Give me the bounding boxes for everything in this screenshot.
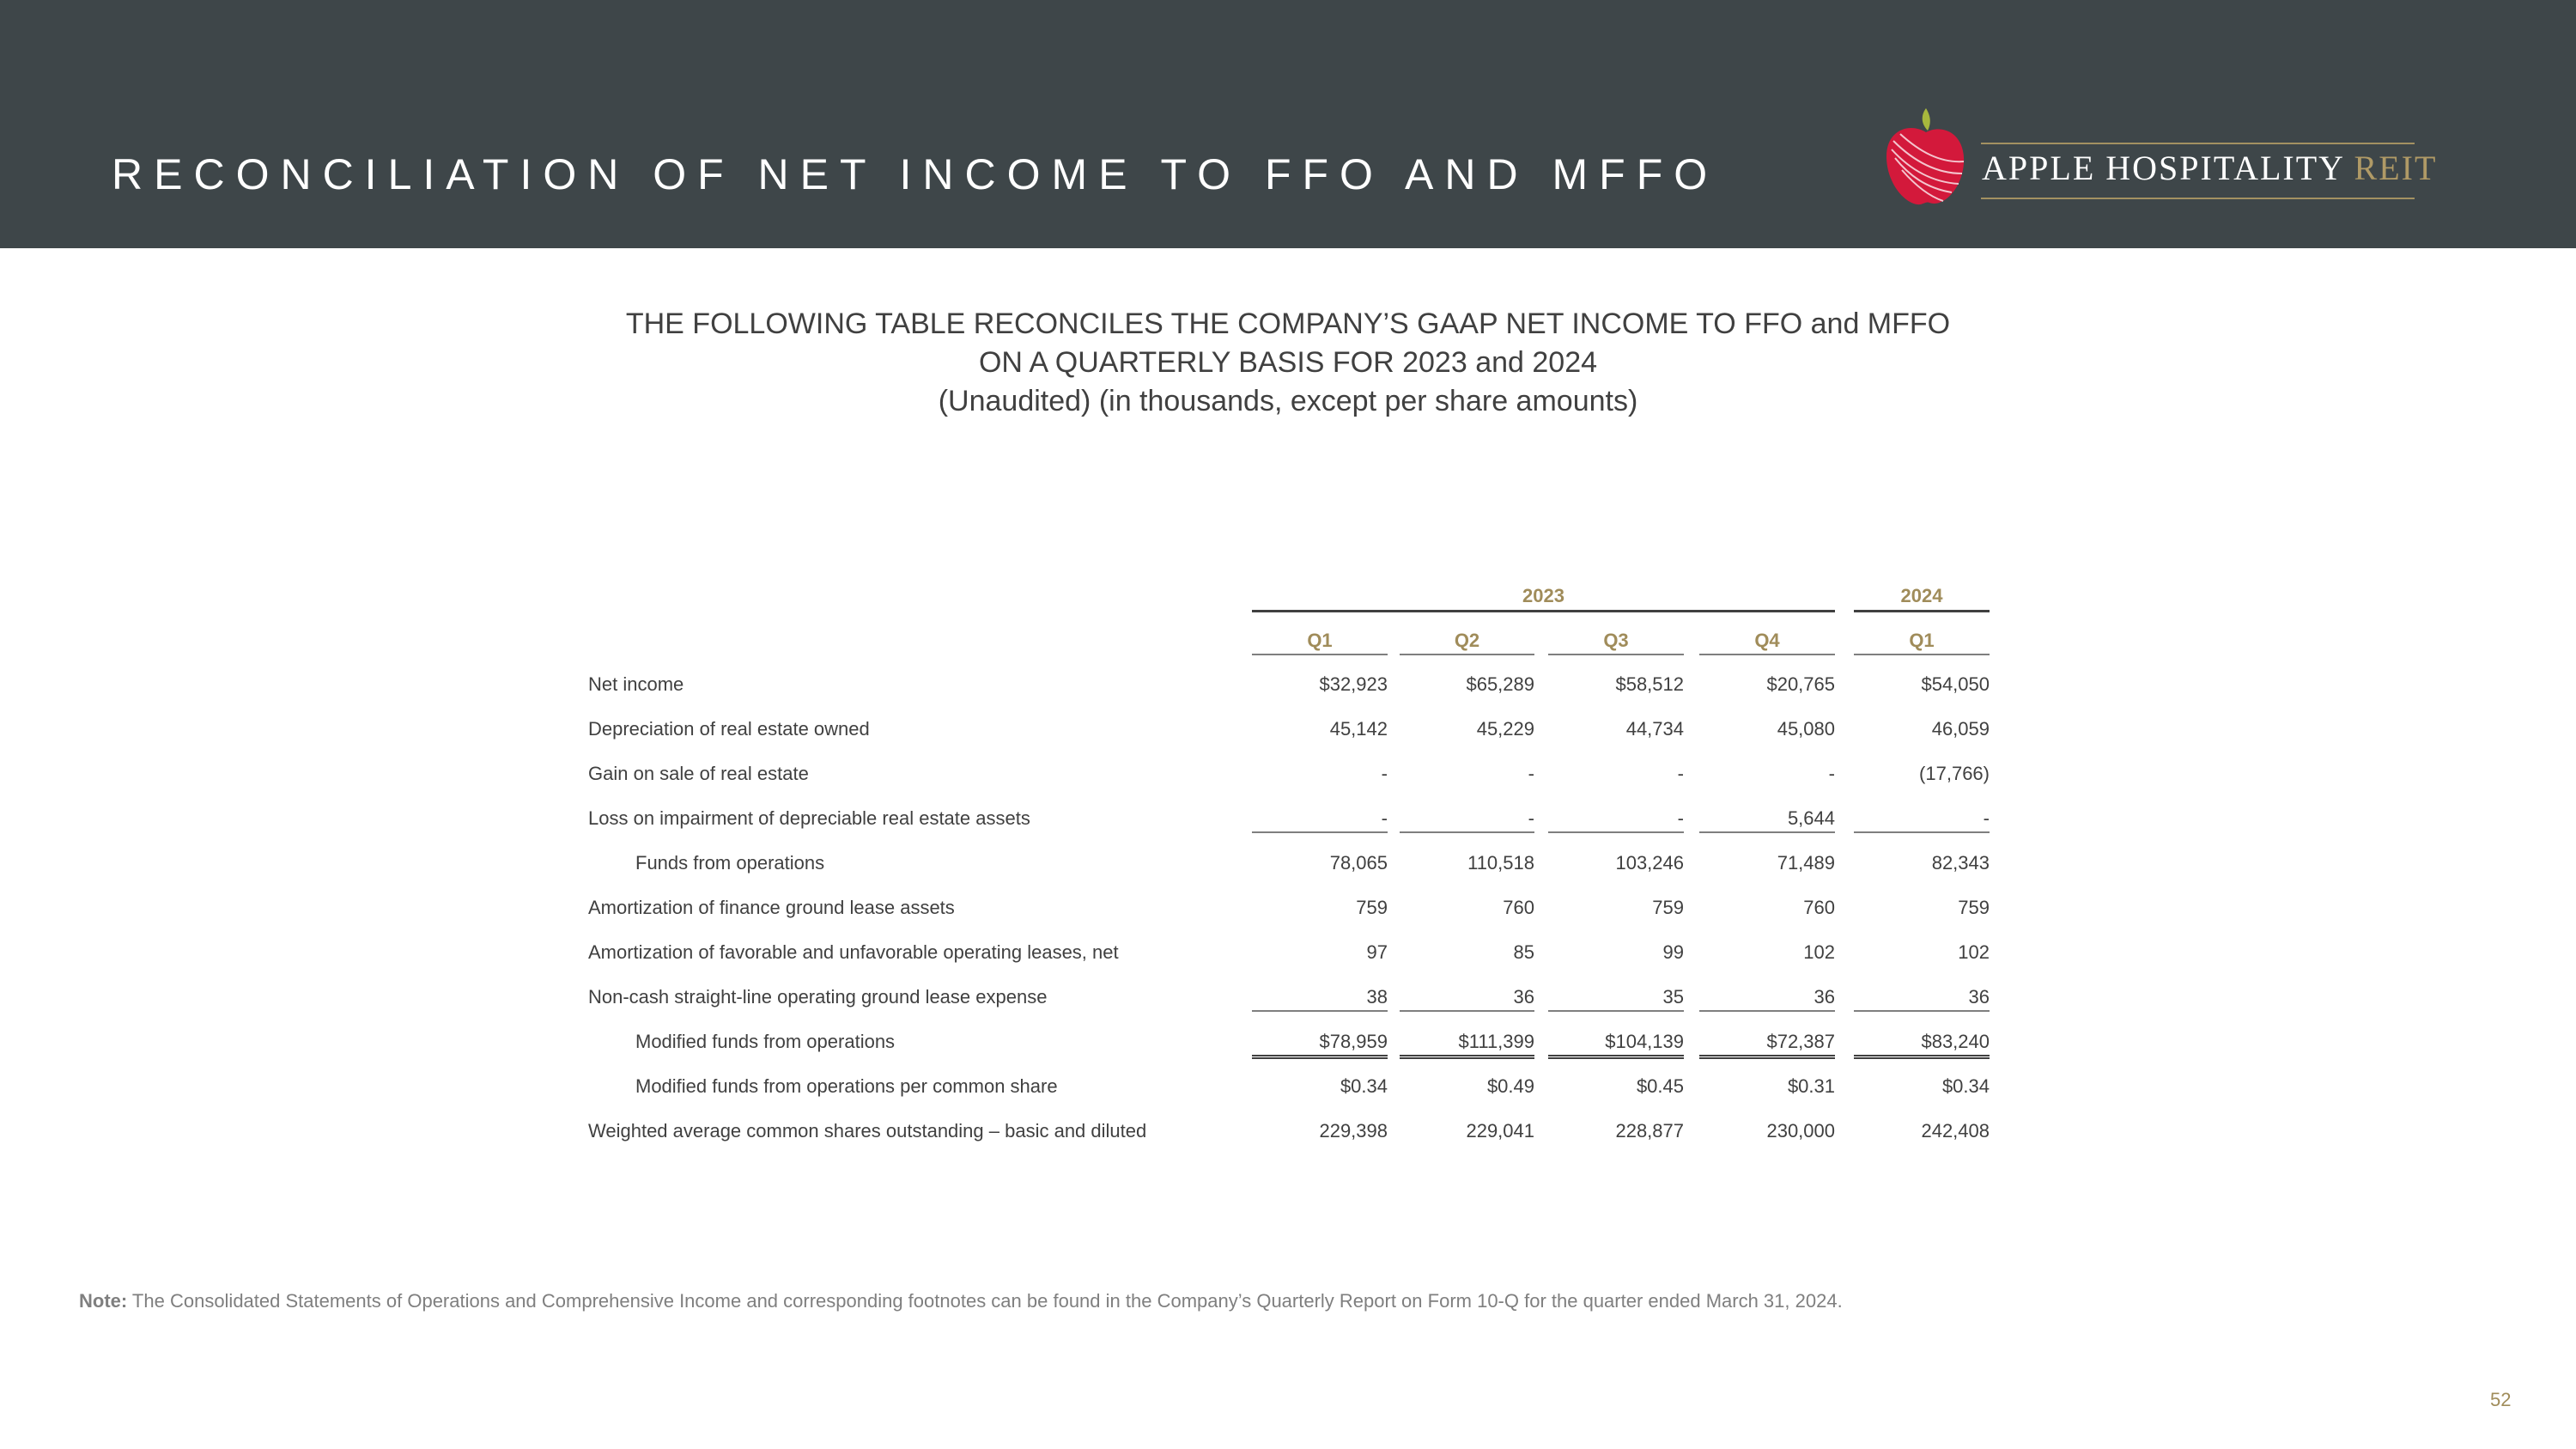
year-header-2023: 2023 [1252,584,1835,612]
table-cell: 760 [1503,897,1534,918]
table-cell: (17,766) [1919,763,1990,784]
table-cell: 99 [1662,941,1684,963]
row-label: Weighted average common shares outstanding – basic and diluted [588,1120,1147,1142]
logo-rule-bottom [1981,198,2415,199]
logo-name: APPLE HOSPITALITY [1982,149,2344,187]
table-cell: 46,059 [1931,718,1990,740]
footnote-text: The Consolidated Statements of Operations and Comprehensive Income and corresponding footnotes can be found in the Company’s Quarterly Report on Form 10-Q for the quarter ended March 31, 2024. [127,1290,1843,1312]
subtitle-line-1: THE FOLLOWING TABLE RECONCILES THE COMPANY’S GAAP NET INCOME TO FFO and MFFO [625,307,1951,340]
table-cell: 36 [1854,984,1990,1012]
table-cell: 5,644 [1699,806,1835,833]
table-cell: 760 [1803,897,1835,918]
table-cell: - [1400,806,1534,833]
table-cell: $111,399 [1400,1029,1534,1059]
row-label-subtotal: Funds from operations [635,852,825,874]
table-cell: 103,246 [1615,852,1684,874]
table-cell: 35 [1548,984,1684,1012]
apple-logo-icon [1883,107,1969,210]
table-cell: $78,959 [1252,1029,1388,1059]
table-cell: 45,142 [1329,718,1388,740]
table-cell: $72,387 [1699,1029,1835,1059]
quarter-header: Q1 [1854,629,1990,655]
table-cell: $0.49 [1486,1075,1534,1097]
page-number: 52 [2490,1389,2512,1410]
table-cell: $0.34 [1340,1075,1388,1097]
quarter-header: Q3 [1548,629,1684,655]
table-cell: 36 [1699,984,1835,1012]
table-cell: $0.45 [1636,1075,1684,1097]
subtitle-line-3: (Unaudited) (in thousands, except per share amounts) [938,385,1638,417]
table-cell: $0.34 [1941,1075,1990,1097]
table-cell: $0.31 [1787,1075,1835,1097]
footnote-label: Note: [79,1290,128,1312]
table-cell: $54,050 [1921,673,1990,695]
table-cell: 45,080 [1777,718,1835,740]
table-cell: 759 [1356,897,1388,918]
quarter-header: Q1 [1252,629,1388,655]
table-cell: 71,489 [1777,852,1835,874]
table-cell: $20,765 [1766,673,1835,695]
company-logo [1883,107,2438,210]
table-cell: $32,923 [1319,673,1388,695]
table-cell: 242,408 [1921,1120,1990,1142]
row-label: Amortization of favorable and unfavorable operating leases, net [588,941,1119,963]
table-cell: 36 [1400,984,1534,1012]
row-label: Non-cash straight-line operating ground lease expense [588,986,1048,1008]
table-cell: 229,041 [1466,1120,1534,1142]
row-label: Loss on impairment of depreciable real estate assets [588,807,1030,829]
table-cell: 44,734 [1625,718,1684,740]
table-cell: 759 [1652,897,1684,918]
row-label: Net income [588,673,684,695]
footnote [79,1288,1843,1314]
row-label: Depreciation of real estate owned [588,718,870,740]
table-cell: 102 [1803,941,1835,963]
table-cell: 82,343 [1931,852,1990,874]
logo-wordmark [1982,151,2437,186]
table-cell: - [1854,806,1990,833]
table-cell: 110,518 [1467,852,1534,874]
table-cell: $58,512 [1615,673,1684,695]
year-header-2024: 2024 [1854,584,1990,612]
table-cell: - [1828,763,1835,784]
quarter-header: Q4 [1699,629,1835,655]
row-label: Amortization of finance ground lease assets [588,897,955,918]
table-cell: 97 [1366,941,1388,963]
table-cell: - [1677,763,1684,784]
table-cell: - [1252,806,1388,833]
table-cell: $83,240 [1854,1029,1990,1059]
table-cell: 230,000 [1766,1120,1835,1142]
table-cell: - [1548,806,1684,833]
row-label: Gain on sale of real estate [588,763,809,784]
table-cell: - [1528,763,1534,784]
table-cell: 228,877 [1615,1120,1684,1142]
table-cell: 85 [1513,941,1534,963]
table-subtitle [0,305,2576,421]
page-title: RECONCILIATION OF NET INCOME TO FFO AND MFFO [112,150,1719,198]
header-band [0,0,2576,248]
table-cell: - [1381,763,1388,784]
subtitle-line-2: ON A QUARTERLY BASIS FOR 2023 and 2024 [978,346,1598,379]
table-cell: $104,139 [1548,1029,1684,1059]
logo-reit: REIT [2354,149,2438,187]
table-cell: $65,289 [1466,673,1534,695]
table-cell: 759 [1958,897,1990,918]
table-cell: 78,065 [1329,852,1388,874]
table-cell: 45,229 [1476,718,1534,740]
table-cell: 38 [1252,984,1388,1012]
quarter-header: Q2 [1400,629,1534,655]
table-cell: 229,398 [1319,1120,1388,1142]
row-label-total: Modified funds from operations [635,1031,896,1052]
row-label: Modified funds from operations per common share [635,1075,1058,1097]
table-cell: 102 [1958,941,1990,963]
logo-rule-top [1981,143,2415,144]
